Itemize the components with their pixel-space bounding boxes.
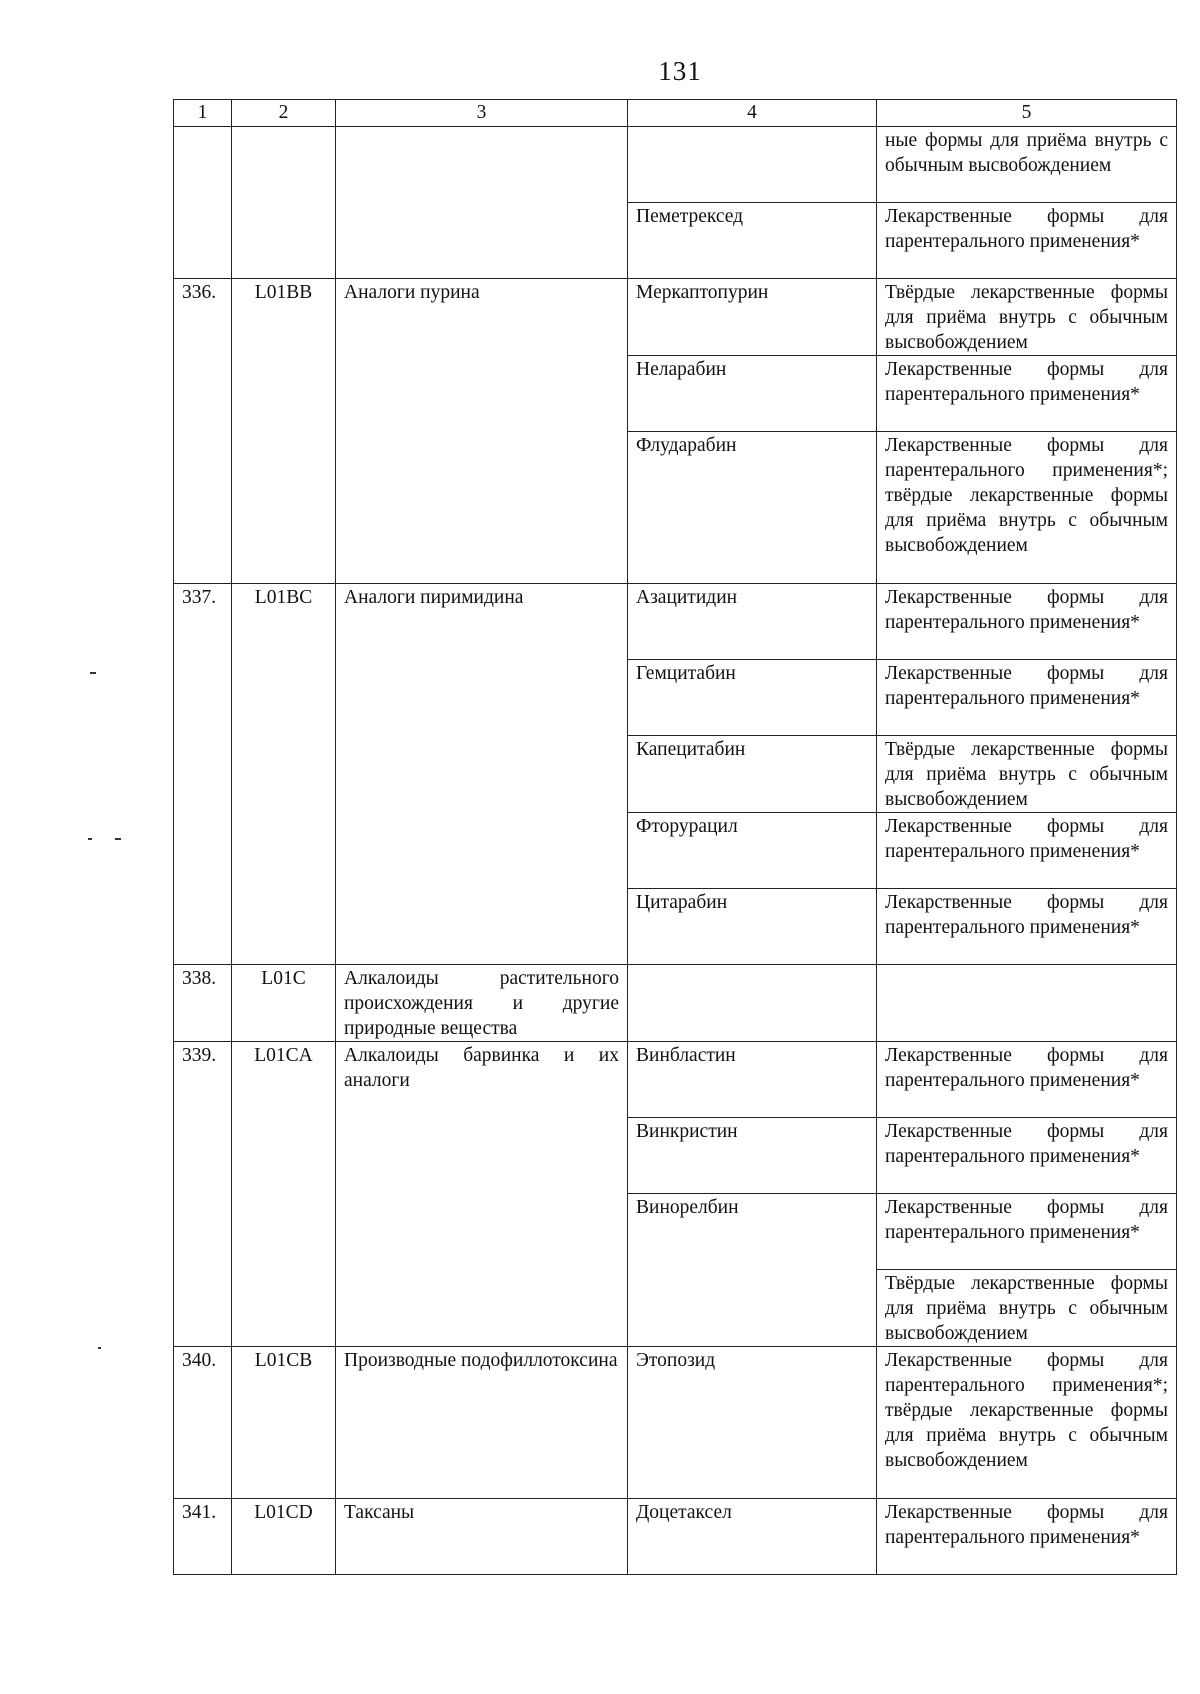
row-number: 338. (174, 965, 232, 1042)
row-number: 336. (174, 279, 232, 584)
row-number (174, 127, 232, 279)
table-row (174, 1042, 1177, 1118)
dosage-form: Лекарственные формы для парентерального применения* (877, 1499, 1177, 1575)
drug-name (628, 965, 877, 1042)
row-number: 341. (174, 1499, 232, 1575)
dosage-form: ные формы для приёма внутрь с обычным высвобождением (877, 127, 1177, 203)
dosage-form: Лекарственные формы для парентерального применения* (877, 889, 1177, 965)
dosage-form: Лекарственные формы для парентерального применения* (877, 1042, 1177, 1118)
drug-name: Винбластин (628, 1042, 877, 1118)
dosage-form: Лекарственные формы для парентерального применения* (877, 203, 1177, 279)
dosage-form: Лекарственные формы для парентерального применения*; твёрдые лекарственные формы для приёма внутрь с обычным высвобождением (877, 432, 1177, 584)
drug-name: Неларабин (628, 356, 877, 432)
scan-mark (98, 1347, 101, 1349)
dosage-form: Лекарственные формы для парентерального применения*; твёрдые лекарственные формы для приёма внутрь с обычным высвобождением (877, 1347, 1177, 1499)
atx-code: L01BC (232, 584, 336, 965)
drug-name: Флударабин (628, 432, 877, 584)
scan-mark (88, 838, 92, 840)
atx-code: L01CD (232, 1499, 336, 1575)
dosage-form: Лекарственные формы для парентерального применения* (877, 584, 1177, 660)
atx-code: L01CA (232, 1042, 336, 1347)
group-name: Алкалоиды барвинка и их аналоги (336, 1042, 628, 1347)
drug-name: Фторурацил (628, 813, 877, 889)
drug-name: Цитарабин (628, 889, 877, 965)
dosage-form: Твёрдые лекарственные формы для приёма внутрь с обычным высвобождением (877, 736, 1177, 813)
drug-name: Пеметрексед (628, 203, 877, 279)
table-row (174, 1347, 1177, 1499)
drug-name (628, 127, 877, 203)
group-name: Аналоги пиримидина (336, 584, 628, 965)
atx-code: L01C (232, 965, 336, 1042)
atx-code: L01BB (232, 279, 336, 584)
table-row (174, 584, 1177, 660)
dosage-form: Лекарственные формы для парентерального применения* (877, 356, 1177, 432)
dosage-form: Лекарственные формы для парентерального применения* (877, 1118, 1177, 1194)
drug-name: Винорелбин (628, 1194, 877, 1347)
group-name: Аналоги пурина (336, 279, 628, 584)
group-name: Таксаны (336, 1499, 628, 1575)
dosage-form: Лекарственные формы для парентерального применения* (877, 660, 1177, 736)
group-name: Алкалоиды растительного происхождения и другие природные вещества (336, 965, 628, 1042)
dosage-form (877, 965, 1177, 1042)
group-name: Производные подофиллотоксина (336, 1347, 628, 1499)
row-number: 339. (174, 1042, 232, 1347)
page-number: 131 (658, 56, 702, 86)
drug-name: Капецитабин (628, 736, 877, 813)
drug-name: Азацитидин (628, 584, 877, 660)
drug-name: Гемцитабин (628, 660, 877, 736)
atx-code (232, 127, 336, 279)
col-header-4: 4 (628, 100, 877, 127)
col-header-1: 1 (174, 100, 232, 127)
table-row (174, 279, 1177, 356)
dosage-form: Твёрдые лекарственные формы для приёма внутрь с обычным высвобождением (877, 1270, 1177, 1347)
dosage-form: Твёрдые лекарственные формы для приёма внутрь с обычным высвобождением (877, 279, 1177, 356)
col-header-3: 3 (336, 100, 628, 127)
drug-list-table (173, 99, 1177, 1575)
col-header-2: 2 (232, 100, 336, 127)
scan-mark (115, 838, 121, 840)
table-row (174, 1499, 1177, 1575)
col-header-5: 5 (877, 100, 1177, 127)
header-row (174, 100, 1177, 127)
atx-code: L01CB (232, 1347, 336, 1499)
dosage-form: Лекарственные формы для парентерального применения* (877, 1194, 1177, 1270)
drug-name: Меркаптопурин (628, 279, 877, 356)
table-row (174, 965, 1177, 1042)
drug-name: Винкристин (628, 1118, 877, 1194)
dosage-form: Лекарственные формы для парентерального применения* (877, 813, 1177, 889)
row-number: 340. (174, 1347, 232, 1499)
group-name (336, 127, 628, 279)
row-number: 337. (174, 584, 232, 965)
table-row (174, 127, 1177, 203)
drug-name: Доцетаксел (628, 1499, 877, 1575)
scan-mark (90, 672, 96, 674)
drug-name: Этопозид (628, 1347, 877, 1499)
